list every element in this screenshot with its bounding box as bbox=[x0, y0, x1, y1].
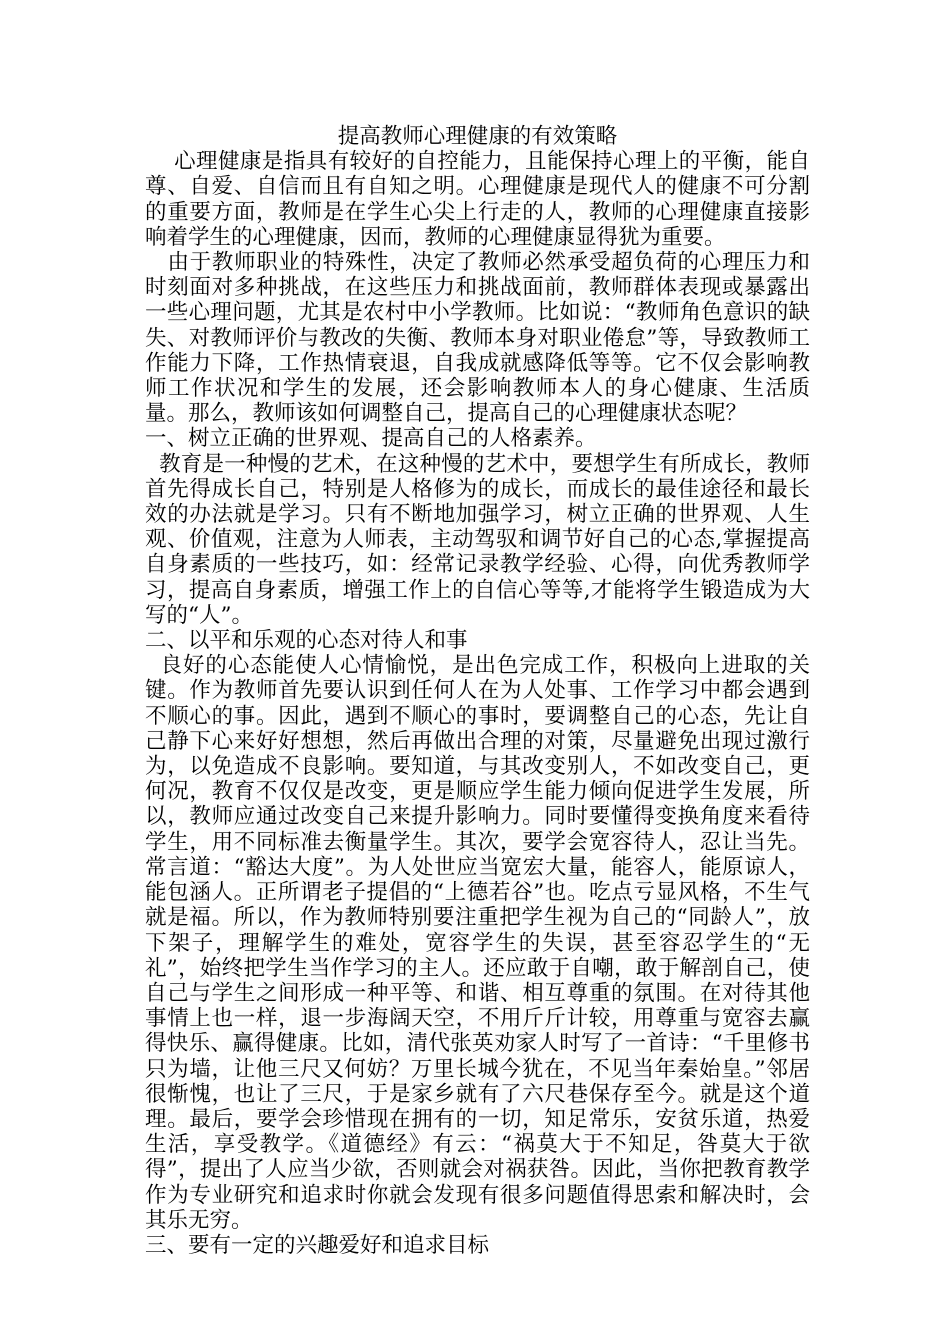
section-heading-1: 一、树立正确的世界观、提高自己的人格素养。 bbox=[145, 426, 597, 452]
paragraph-intro bbox=[145, 149, 810, 250]
paragraph-text: 良好的心态能使人心情愉悦，是出色完成工作，积极向上进取的关键。作为教师首先要认识到任何人在为人处事、工作学习中都会遇到不顺心的事。因此，遇到不顺心的事时，要调整自己的心态，先让自己静下心来好好想想，然后再做出合理的对策，尽量避免出现过激行为，以免造成不良影响。要知道，与其改变别人，不如改变自己，更何况，教育不仅仅是改变，更是顺应学生能力倾向促进学生发展，所以，教师应通过改变自己来提升影响力。同时要懂得变换角度来看待学生，用不同标准去衡量学生。其次，要学会宽容待人，忍让当先。常言道：“豁达大度”。为人处世应当宽宏大量，能容人，能原谅人，能包涵人。正所谓老子提倡的“上德若谷”也。吃点亏显风格，不生气就是福。所以，作为教师特别要注重把学生视为自己的“同龄人”，放下架子，理解学生的难处，宽容学生的失误，甚至容忍学生的“无礼”，始终把学生当作学习的主人。还应敢于自嘲，敢于解剖自己，使自己与学生之间形成一种平等、和谐、相互尊重的氛围。在对待其他事情上也一样，退一步海阔天空，不用斤斤计较，用尊重与宽容去赢得快乐、赢得健康。比如，清代张英劝家人时写了一首诗：“千里修书只为墙，让他三尺又何妨？万里长城今犹在，不见当年秦始皇。”邻居很惭愧，也让了三尺，于是家乡就有了六尺巷保存至今。就是这个道理。最后，要学会珍惜现在拥有的一切，知足常乐，安贫乐道，热爱生活，享受教学。《道德经》有云：“祸莫大于不知足，咎莫大于欲得”，提出了人应当少欲，否则就会对祸获咎。因此，当你把教育教学作为专业研究和追求时你就会发现有很多问题值得思索和解决时，会其乐无穷。 bbox=[145, 653, 810, 1233]
section-heading-3: 三、要有一定的兴趣爱好和追求目标 bbox=[145, 1232, 490, 1258]
document-title: 提高教师心理健康的有效策略 bbox=[337, 124, 618, 149]
paragraph-background bbox=[145, 250, 810, 426]
paragraph-indent bbox=[145, 452, 159, 477]
paragraph-indent bbox=[145, 653, 161, 678]
paragraph-section-1 bbox=[145, 452, 810, 628]
paragraph-indent bbox=[145, 250, 168, 275]
section-heading-2: 二、以平和乐观的心态对待人和事 bbox=[145, 628, 468, 654]
paragraph-text: 心理健康是指具有较好的自控能力，且能保持心理上的平衡，能自尊、自爱、自信而且有自知之明。心理健康是现代人的健康不可分割的重要方面，教师是在学生心尖上行走的人，教师的心理健康直接影响着学生的心理健康，因而，教师的心理健康显得犹为重要。 bbox=[145, 149, 810, 250]
document-body bbox=[145, 124, 810, 1258]
paragraph-indent bbox=[145, 149, 174, 174]
paragraph-section-2 bbox=[145, 653, 810, 1233]
paragraph-text: 由于教师职业的特殊性，决定了教师必然承受超负荷的心理压力和时刻面对多种挑战，在这些压力和挑战面前，教师群体表现或暴露出一些心理问题，尤其是农村中小学教师。比如说：“教师角色意识的缺失、对教师评价与教改的失衡、教师本身对职业倦怠”等，导致教师工作能力下降，工作热情衰退，自我成就感降低等等。它不仅会影响教师工作状况和学生的发展，还会影响教师本人的身心健康、生活质量。那么，教师该如何调整自己，提高自己的心理健康状态呢？ bbox=[145, 250, 810, 427]
paragraph-text: 教育是一种慢的艺术，在这种慢的艺术中，要想学生有所成长，教师首先得成长自己，特别是人格修为的成长，而成长的最佳途径和最长效的办法就是学习。只有不断地加强学习，树立正确的世界观、人生观、价值观，注意为人师表，主动驾驭和调节好自己的心态,掌握提高自身素质的一些技巧，如：经常记录教学经验、心得，向优秀教师学习，提高自身素质，增强工作上的自信心等等,才能将学生锻造成为大写的“人”。 bbox=[145, 451, 810, 628]
